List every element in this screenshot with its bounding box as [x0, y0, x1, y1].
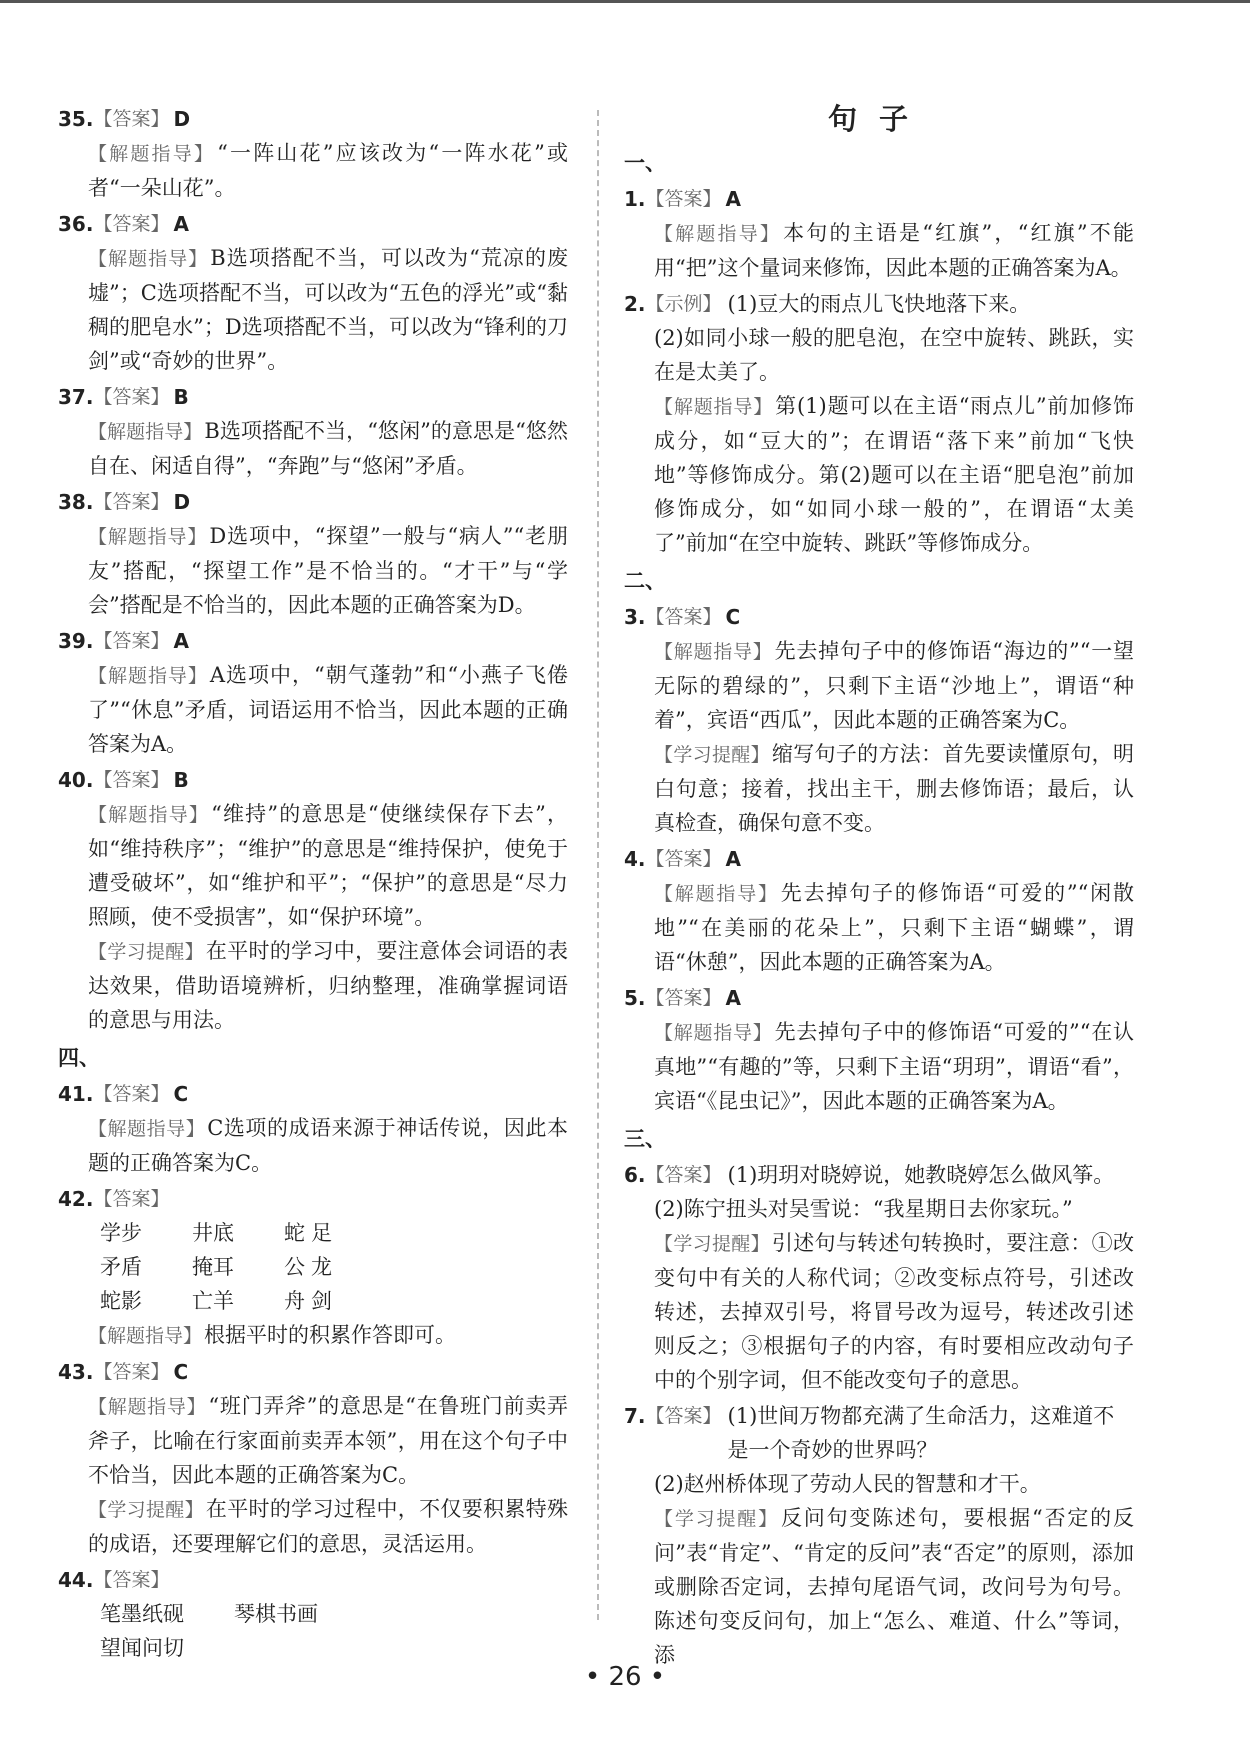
section-title: 句子	[827, 102, 930, 136]
right-column	[624, 100, 1134, 1672]
answer-text: (2)如同小球一般的肥皂泡，在空中旋转、跳跃，实在是太美了。	[654, 326, 1134, 384]
guide-text: 本句的主语是“红旗”，“红旗”不能用“把”这个量词来修饰，因此本题的正确答案为A。	[654, 221, 1134, 280]
guide-tag: 【解题指导】	[88, 526, 208, 548]
answer-tag: 【答案】	[93, 386, 170, 408]
idiom-cell: 笔墨纸砚	[100, 1602, 184, 1626]
answer-text: (2)陈宁扭头对吴雪说：“我星期日去你家玩。”	[654, 1197, 1073, 1221]
answer-value: B	[173, 768, 189, 792]
section-heading: 二、	[624, 569, 666, 593]
guide-text: “维持”的意思是“使继续保存下去”，如“维持秩序”；“维护”的意思是“维持保护，使免于遭受破坏”，如“维护和平”；“保护”的意思是“尽力照顾，使不受损害”，如“保护环境”。	[88, 802, 568, 929]
guide-tag: 【解题指导】	[654, 883, 779, 905]
guide-tag: 【解题指导】	[88, 804, 210, 826]
guide-text: B选项搭配不当，可以改为“荒凉的废墟”；C选项搭配不当，可以改为“五色的浮光”或“黏稠的肥皂水”；D选项搭配不当，可以改为“锋利的刀剑”或“奇妙的世界”。	[88, 246, 568, 373]
answer-value: A	[725, 187, 742, 211]
question-5	[624, 981, 1134, 1118]
answer-tag: 【答案】	[645, 1164, 722, 1186]
answer-value: A	[173, 629, 189, 653]
section-heading: 四、	[58, 1046, 100, 1070]
answer-value: A	[725, 986, 742, 1010]
question-number: 7.	[624, 1404, 646, 1428]
idiom-cell: 亡羊	[192, 1289, 234, 1313]
tip-tag: 【学习提醒】	[654, 1233, 770, 1255]
answer-tag: 【答案】	[645, 848, 722, 870]
answer-value: B	[173, 385, 189, 409]
question-number: 42.	[58, 1187, 94, 1211]
tip-tag: 【学习提醒】	[88, 1499, 204, 1521]
answer-text: (1)世间万物都充满了生命活力，这难道不是一个奇妙的世界吗？	[727, 1404, 1115, 1462]
answer-value: C	[725, 605, 741, 629]
guide-text: “班门弄斧”的意思是“在鲁班门前卖弄斧子，比喻在行家面前卖弄本领”，用在这个句子中不恰当，因此本题的正确答案为C。	[88, 1394, 568, 1487]
answer-value: C	[173, 1082, 189, 1106]
answer-tag: 【答案】	[93, 1361, 170, 1383]
guide-text: A选项中，“朝气蓬勃”和“小燕子飞倦了”“休息”矛盾，词语运用不恰当，因此本题的正确答案为A。	[88, 663, 568, 756]
guide-tag: 【解题指导】	[654, 396, 774, 418]
answer-tag: 【答案】	[93, 1083, 170, 1105]
guide-text: “一阵山花”应该改为“一阵水花”或者“一朵山花”。	[88, 141, 568, 200]
question-number: 43.	[58, 1360, 94, 1384]
tip-text: 引述句与转述句转换时，要注意：①改变句中有关的人称代词；②改变标点符号，引述改转述，去掉双引号，将冒号改为逗号，转述改引述则反之；③根据句子的内容，有时要相应改动句子中的个别字词，但不能改变句子的意思。	[654, 1231, 1134, 1392]
question-2	[624, 287, 1134, 560]
guide-text: 第(1)题可以在主语“雨点儿”前加修饰成分，如“豆大的”；在谓语“落下来”前加“飞快地”等修饰成分。第(2)题可以在主语“肥皂泡”前加修饰成分，如“如同小球一般的”，在谓语“太美了”前加“在空中旋转、跳跃”等修饰成分。	[654, 394, 1134, 555]
guide-text: D选项中，“探望”一般与“病人”“老朋友”搭配，“探望工作”是不恰当的。“才干”与“学会”搭配是不恰当的，因此本题的正确答案为D。	[88, 524, 568, 617]
question-42	[58, 1182, 568, 1353]
question-35	[58, 102, 568, 205]
idiom-cell: 公龙	[284, 1255, 338, 1279]
answer-tag: 【答案】	[645, 188, 722, 210]
section-heading: 一、	[624, 151, 666, 175]
question-6	[624, 1158, 1134, 1397]
idiom-cell: 舟剑	[284, 1289, 338, 1313]
question-number: 2.	[624, 292, 646, 316]
question-36	[58, 207, 568, 378]
question-number: 40.	[58, 768, 94, 792]
idiom-cell: 掩耳	[192, 1255, 234, 1279]
tip-text: 在平时的学习中，要注意体会词语的表达效果，借助语境辨析，归纳整理，准确掌握词语的意思与用法。	[88, 939, 568, 1032]
answer-tag: 【答案】	[93, 1569, 170, 1591]
answer-tag: 【答案】	[645, 987, 722, 1009]
question-number: 44.	[58, 1568, 94, 1592]
top-border-line	[0, 0, 1250, 3]
guide-tag: 【解题指导】	[88, 665, 208, 687]
answer-tag: 【答案】	[93, 769, 170, 791]
answer-value: D	[173, 490, 191, 514]
guide-tag: 【解题指导】	[88, 1325, 203, 1347]
tip-tag: 【学习提醒】	[654, 1508, 779, 1530]
idiom-cell: 矛盾	[100, 1255, 142, 1279]
idiom-cell: 井底	[192, 1221, 234, 1245]
answer-tag: 【答案】	[93, 108, 170, 130]
tip-text: 缩写句子的方法：首先要读懂原句，明白句意；接着，找出主干，删去修饰语；最后，认真检查，确保句意不变。	[654, 742, 1134, 835]
guide-tag: 【解题指导】	[88, 1118, 206, 1140]
answer-value: A	[725, 847, 742, 871]
question-number: 38.	[58, 490, 94, 514]
idiom-cell: 琴棋书画	[234, 1602, 318, 1626]
page-number: • 26 •	[584, 1662, 666, 1692]
question-38	[58, 485, 568, 622]
question-43	[58, 1355, 568, 1561]
answer-tag: 【答案】	[93, 213, 170, 235]
guide-tag: 【解题指导】	[88, 1396, 207, 1418]
guide-tag: 【解题指导】	[88, 248, 209, 270]
question-37	[58, 380, 568, 483]
question-number: 41.	[58, 1082, 94, 1106]
tip-tag: 【学习提醒】	[654, 744, 770, 766]
guide-tag: 【解题指导】	[654, 1022, 773, 1044]
guide-tag: 【解题指导】	[654, 223, 782, 245]
answer-text: (1)豆大的雨点儿飞快地落下来。	[727, 292, 1031, 316]
example-tag: 【示例】	[645, 293, 722, 315]
question-number: 6.	[624, 1163, 646, 1187]
guide-text: 先去掉句子中的修饰语“可爱的”“在认真地”“有趣的”等，只剩下主语“玥玥”，谓语“看”，宾语“《昆虫记》”，因此本题的正确答案为A。	[654, 1020, 1134, 1113]
idiom-cell: 望闻问切	[100, 1636, 184, 1660]
answer-tag: 【答案】	[93, 1188, 170, 1210]
guide-text: 先去掉句子的修饰语“可爱的”“闲散地”“在美丽的花朵上”，只剩下主语“蝴蝶”，谓语“休憩”，因此本题的正确答案为A。	[654, 881, 1134, 974]
idiom-cell: 蛇影	[100, 1289, 142, 1313]
idiom-row	[100, 1597, 568, 1631]
guide-text: 先去掉句子中的修饰语“海边的”“一望无际的碧绿的”，只剩下主语“沙地上”，谓语“种着”，宾语“西瓜”，因此本题的正确答案为C。	[654, 639, 1134, 732]
guide-text: B选项搭配不当，“悠闲”的意思是“悠然自在、闲适自得”，“奔跑”与“悠闲”矛盾。	[88, 419, 568, 478]
answer-tag: 【答案】	[645, 1405, 722, 1427]
question-4	[624, 842, 1134, 979]
guide-tag: 【解题指导】	[88, 143, 216, 165]
answer-value: A	[173, 212, 189, 236]
question-number: 4.	[624, 847, 646, 871]
section-heading: 三、	[624, 1127, 666, 1151]
answer-tag: 【答案】	[645, 606, 722, 628]
answer-tag: 【答案】	[93, 630, 170, 652]
left-column	[58, 100, 568, 1665]
question-7	[624, 1399, 1134, 1672]
question-3	[624, 600, 1134, 840]
answer-text: (2)赵州桥体现了劳动人民的智慧和才干。	[654, 1472, 1041, 1496]
question-number: 35.	[58, 107, 94, 131]
question-number: 5.	[624, 986, 646, 1010]
idiom-row	[100, 1631, 568, 1665]
answer-tag: 【答案】	[93, 491, 170, 513]
question-1	[624, 182, 1134, 285]
question-44	[58, 1563, 568, 1665]
idiom-row	[100, 1284, 568, 1318]
question-40	[58, 763, 568, 1037]
column-divider	[597, 110, 599, 1620]
question-41	[58, 1077, 568, 1180]
answer-text: (1)玥玥对晓婷说，她教晓婷怎么做风筝。	[727, 1163, 1115, 1187]
idiom-cell: 蛇足	[284, 1221, 338, 1245]
tip-text: 在平时的学习过程中，不仅要积累特殊的成语，还要理解它们的意思，灵活运用。	[88, 1497, 568, 1556]
tip-tag: 【学习提醒】	[88, 941, 204, 963]
question-number: 1.	[624, 187, 646, 211]
guide-text: C选项的成语来源于神话传说，因此本题的正确答案为C。	[88, 1116, 568, 1175]
idiom-row	[100, 1216, 568, 1250]
answer-value: C	[173, 1360, 189, 1384]
idiom-row	[100, 1250, 568, 1284]
question-39	[58, 624, 568, 761]
guide-text: 根据平时的积累作答即可。	[204, 1323, 457, 1347]
guide-tag: 【解题指导】	[654, 641, 773, 663]
idiom-cell: 学步	[100, 1221, 142, 1245]
question-number: 36.	[58, 212, 94, 236]
question-number: 3.	[624, 605, 646, 629]
tip-text: 反问句变陈述句，要根据“否定的反问”表“肯定”、“肯定的反问”表“否定”的原则，添加或删除否定词，去掉句尾语气词，改问号为句号。陈述句变反问句，加上“怎么、难道、什么”等词，添	[654, 1506, 1134, 1667]
answer-value: D	[173, 107, 191, 131]
question-number: 39.	[58, 629, 94, 653]
guide-tag: 【解题指导】	[88, 421, 203, 443]
question-number: 37.	[58, 385, 94, 409]
